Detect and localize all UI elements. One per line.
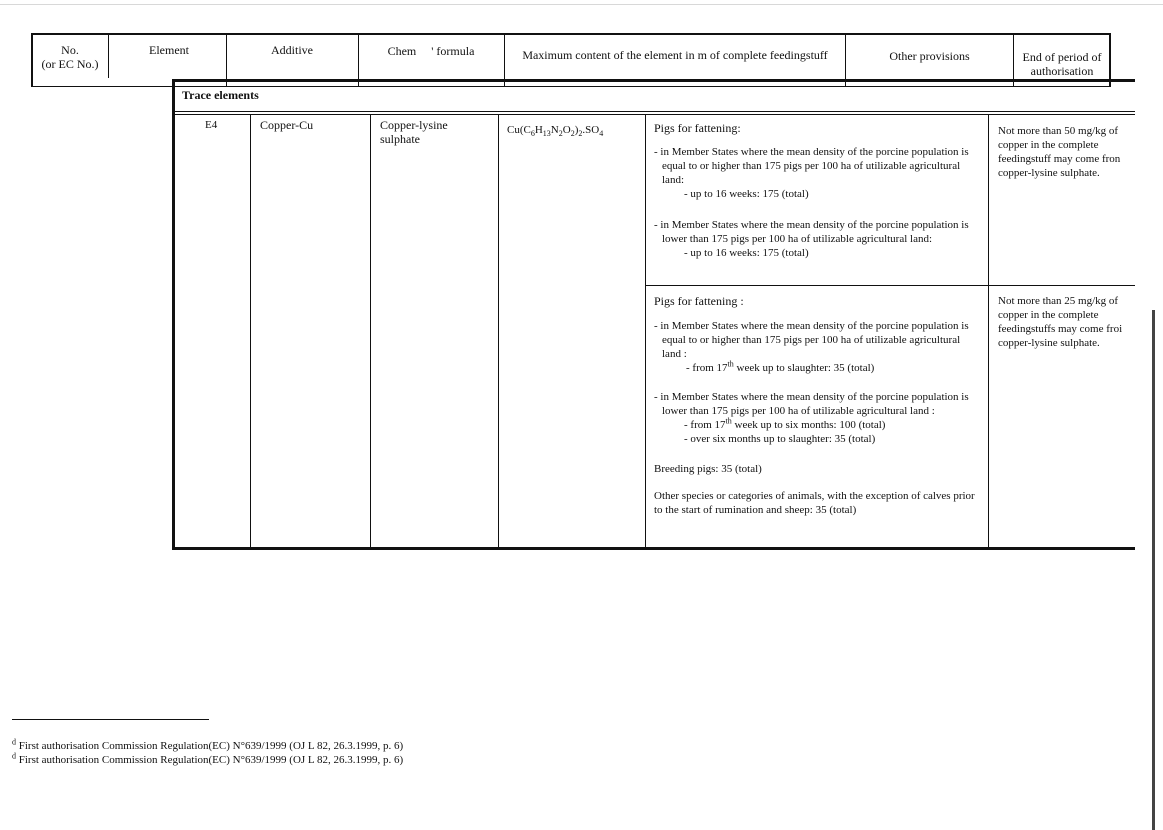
footnote-2-mark: d: [12, 751, 16, 761]
block2-a-line: - in Member States where the mean density of the porcine population is equal to or higher than 175 pigs per 100 ha of utilizable agricultural land :: [654, 320, 969, 360]
block1-other-provisions: Not more than 50 mg/kg of copper in the complete feedingstuff may come fron copper-lysine sulphate.: [998, 125, 1121, 179]
block2-b-value-2: - over six months up to slaughter: 35 (total): [684, 433, 876, 445]
header-formula: Chem ' formula: [387, 44, 475, 58]
row-no: E4: [205, 119, 218, 131]
block2-other-provisions: Not more than 25 mg/kg of copper in the complete feedingstuffs may come froi copper-lysine sulphate.: [998, 295, 1123, 349]
section-title: Trace elements: [182, 88, 259, 102]
row-element: Copper-Cu: [260, 118, 314, 132]
footnote-1-mark: d: [12, 737, 16, 747]
footnote-1: [12, 739, 403, 753]
scan-edge-top: [0, 4, 1163, 5]
block2-breeding: Breeding pigs: 35 (total): [654, 463, 762, 475]
header-other-provisions: Other provisions: [889, 49, 970, 63]
header-additive: Additive: [271, 43, 313, 57]
footnote-1-text: First authorisation Commission Regulation(EC) N°639/1999 (OJ L 82, 26.3.1999, p. 6): [16, 740, 404, 752]
block1-b-value: - up to 16 weeks: 175 (total): [684, 247, 809, 259]
header-element: Element: [149, 43, 189, 57]
header-no-line2: (or EC No.): [41, 57, 99, 71]
block2-b-line: - in Member States where the mean density of the porcine population is lower than 175 pigs per 100 ha of utilizable agricultural land :: [654, 391, 969, 417]
footnote-2-text: First authorisation Commission Regulation(EC) N°639/1999 (OJ L 82, 26.3.1999, p. 6): [16, 754, 404, 766]
scan-edge-right: [1152, 310, 1155, 830]
block2-title: Pigs for fattening :: [654, 294, 744, 308]
row-formula: $Cu(C_6H_{13}N_2O_2)_2.SO_4$: [507, 124, 604, 139]
block1-a-value: - up to 16 weeks: 175 (total): [684, 188, 809, 200]
footnote-separator: [12, 719, 209, 720]
block2-a-value: - from 17th week up to slaughter: 35 (total): [686, 359, 875, 374]
header-max-content: Maximum content of the element in m of complete feedingstuff: [522, 48, 828, 62]
header-no-line1: No.: [61, 43, 79, 57]
row-additive: Copper-lysine sulphate: [380, 118, 448, 146]
provisions-block-1: [654, 121, 974, 260]
block1-b-line: - in Member States where the mean density of the porcine population is lower than 175 pigs per 100 ha of utilizable agricultural land:: [654, 219, 969, 245]
header-end-period: End of period of authorisation: [1022, 50, 1102, 78]
block2-b-value-1: - from 17th week up to six months: 100 (total): [684, 416, 886, 431]
block1-a-line: - in Member States where the mean density of the porcine population is equal to or higher than 175 pigs per 100 ha of utilizable agricultural land:: [654, 146, 969, 186]
header-no: [34, 43, 106, 71]
footnote-2: [12, 753, 403, 767]
provisions-block-2: [654, 294, 979, 517]
block1-title: Pigs for fattening:: [654, 121, 741, 135]
block2-others: Other species or categories of animals, with the exception of calves prior to the start of rumination and sheep: 35 (total): [654, 490, 975, 516]
